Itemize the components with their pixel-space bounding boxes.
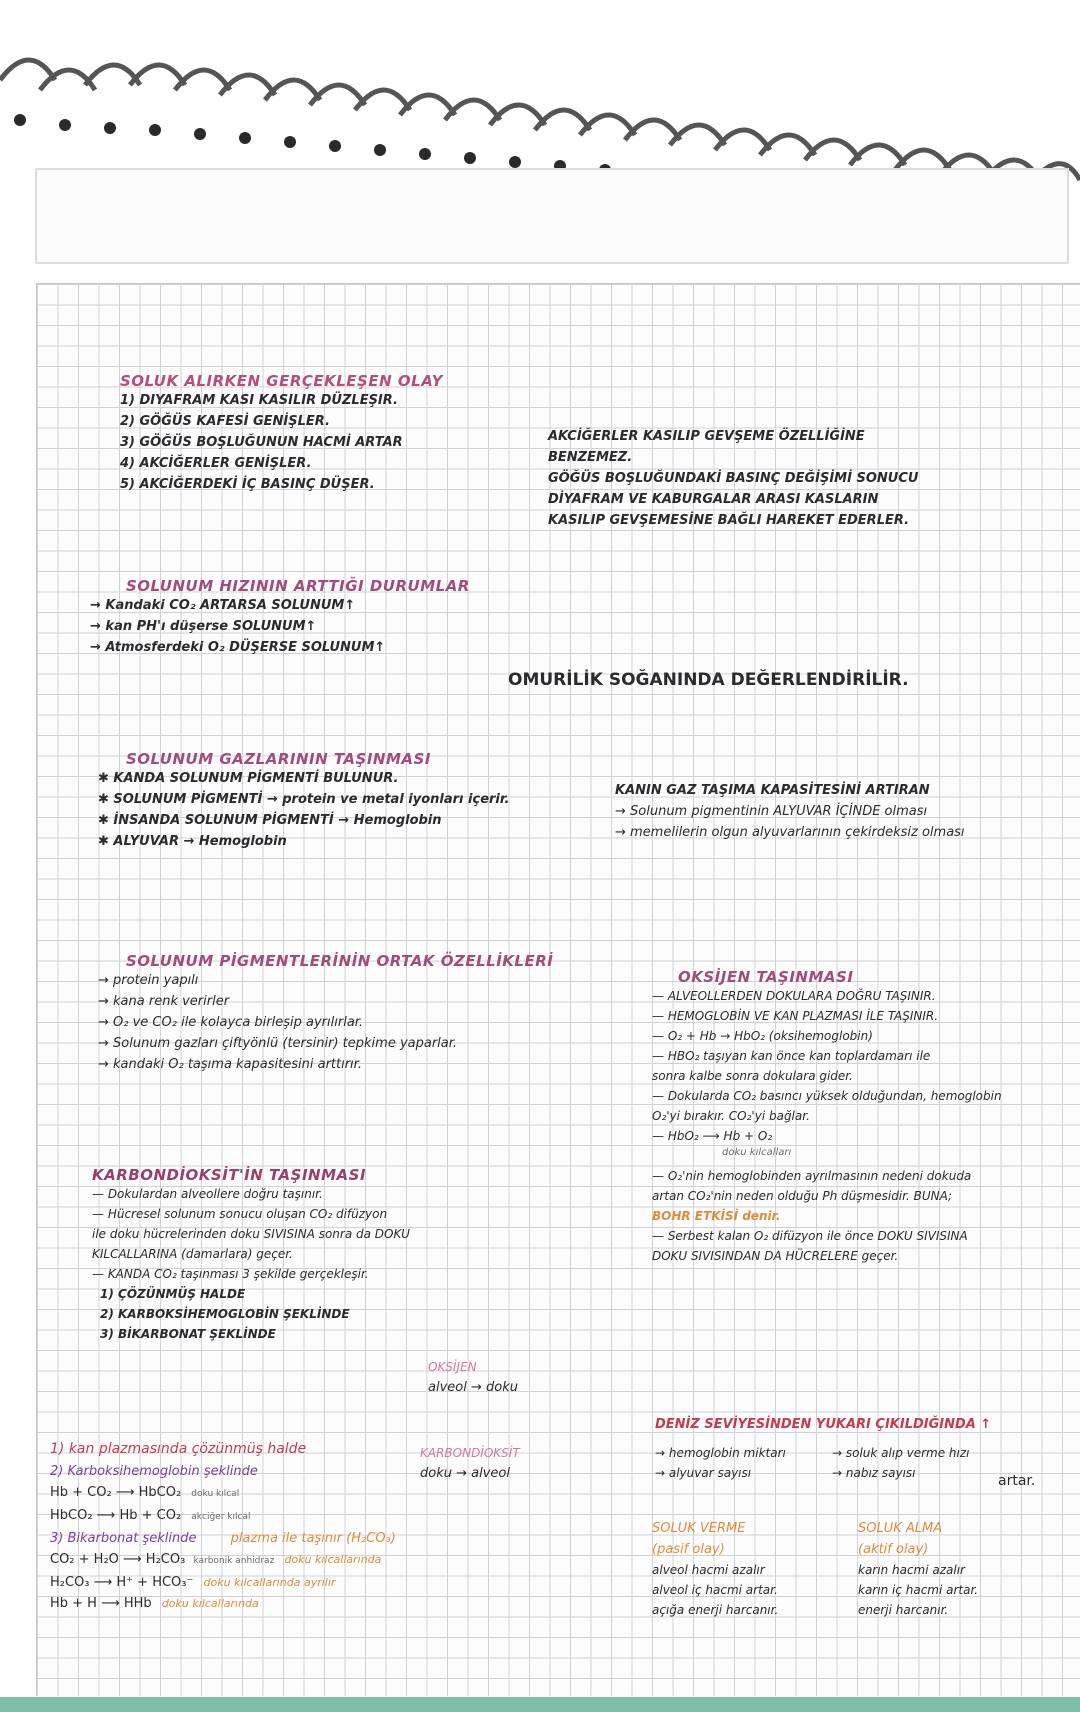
transport-section	[98, 750, 509, 852]
inhale-step: 2) GÖĞÜS KAFESİ GENİŞLER.	[120, 414, 330, 429]
exhale-item: alveol hacmi azalır	[652, 1563, 765, 1577]
oxygen-item: — Dokularda CO₂ basıncı yüksek olduğundan, hemoglobin	[652, 1089, 1002, 1103]
oxygen-item: O₂'yi bırakır. CO₂'yi bağlar.	[652, 1109, 810, 1123]
oxygen-item: sonra kalbe sonra dokulara gider.	[652, 1069, 853, 1083]
form-1: 1) kan plazmasında çözünmüş halde	[50, 1441, 307, 1457]
bottom-strip	[0, 1697, 1080, 1712]
medulla-note-text: OMURİLİK SOĞANINDA DEĞERLENDİRİLİR.	[508, 670, 909, 690]
altitude-result	[998, 1470, 1035, 1493]
lungs-note-line: AKCİĞERLER KASILIP GEVŞEME ÖZELLİĞİNE	[548, 429, 865, 444]
co2-path-value: doku → alveol	[420, 1466, 510, 1481]
rate-item: → Kandaki CO₂ ARTARSA SOLUNUM↑	[90, 598, 356, 613]
equation-carbonic-note: doku kılcallarında	[284, 1553, 382, 1566]
rate-section	[90, 577, 470, 658]
inhale-summary-title: SOLUK ALMA	[858, 1521, 943, 1536]
capacity-item: → Solunum pigmentinin ALYUVAR İÇİNDE olması	[615, 804, 928, 819]
bohr-effect: BOHR ETKİSİ denir.	[652, 1209, 781, 1223]
equation-carbonic-label: karbonik anhidraz	[193, 1556, 275, 1566]
pigments-title: SOLUNUM PİGMENTLERİNİN ORTAK ÖZELLİKLERİ	[126, 952, 554, 970]
co2-item: — Hücresel solunum sonucu oluşan CO₂ difüzyon	[92, 1207, 388, 1221]
rate-title: SOLUNUM HIZININ ARTTIĞI DURUMLAR	[126, 577, 470, 595]
oxygen-item: — HEMOGLOBİN VE KAN PLAZMASI İLE TAŞINIR.	[652, 1009, 939, 1023]
inhale-summary-item: karın iç hacmi artar.	[858, 1583, 979, 1597]
altitude-title: DENİZ SEVİYESİNDEN YUKARI ÇIKILDIĞINDA ↑	[655, 1417, 992, 1432]
oxygen-item: — ALVEOLLERDEN DOKULARA DOĞRU TAŞINIR.	[652, 989, 936, 1003]
equation-hbco2-reverse: HbCO₂ ⟶ Hb + CO₂	[50, 1508, 182, 1523]
oxygen-title: OKSİJEN TAŞINMASI	[678, 968, 854, 986]
inhale-summary-type: (aktif olay)	[858, 1542, 929, 1557]
co2-path	[420, 1443, 520, 1484]
co2-title: KARBONDİOKSİT'İN TAŞINMASI	[92, 1166, 367, 1184]
altitude-result-text: artar.	[998, 1473, 1036, 1489]
co2-forms	[50, 1438, 396, 1614]
transport-title: SOLUNUM GAZLARININ TAŞINMASI	[126, 750, 431, 768]
inhale-summary-item: enerji harcanır.	[858, 1603, 949, 1617]
oxygen-item: artan CO₂'nin neden olduğu Ph düşmesidir. BUNA;	[652, 1189, 953, 1203]
capacity-title: KANIN GAZ TAŞIMA KAPASİTESİNİ ARTIRAN	[615, 783, 930, 798]
inhale-step: 4) AKCİĞERLER GENİŞLER.	[120, 456, 312, 471]
pigments-section	[98, 952, 553, 1075]
form-3: 3) Bikarbonat şeklinde	[50, 1531, 197, 1546]
altitude-right	[832, 1443, 970, 1483]
pigments-item: → O₂ ve CO₂ ile kolayca birleşip ayrılırlar.	[98, 1015, 364, 1030]
capacity-item: → memelilerin olgun alyuvarlarının çekirdeksiz olması	[615, 825, 965, 840]
exhale-item: alveol iç hacmi artar.	[652, 1583, 778, 1597]
altitude-left	[655, 1443, 786, 1483]
equation-dissociation: H₂CO₃ ⟶ H⁺ + HCO₃⁻	[50, 1575, 194, 1590]
equation-hhb: Hb + H ⟶ HHb	[50, 1596, 152, 1611]
co2-item: ile doku hücrelerinden doku SIVISINA sonra da DOKU	[92, 1227, 410, 1241]
notebook-header-box	[35, 168, 1069, 264]
form-2: 2) Karboksihemoglobin şeklinde	[50, 1464, 258, 1479]
equation-hbco2-reverse-label: akciğer kılcal	[191, 1512, 251, 1522]
altitude-item: → hemoglobin miktarı	[655, 1446, 786, 1460]
co2-item: 3) BİKARBONAT ŞEKLİNDE	[100, 1327, 276, 1341]
transport-item: ✱ KANDA SOLUNUM PİGMENTİ BULUNUR.	[98, 771, 399, 786]
oxygen-item: — HBO₂ taşıyan kan önce kan toplardamarı ile	[652, 1049, 931, 1063]
rate-item: → Atmosferdeki O₂ DÜŞERSE SOLUNUM↑	[90, 640, 386, 655]
exhale-section	[652, 1518, 778, 1620]
co2-item: 2) KARBOKSİHEMOGLOBİN ŞEKLİNDE	[100, 1307, 350, 1321]
equation-hbco2: Hb + CO₂ ⟶ HbCO₂	[50, 1485, 182, 1500]
exhale-type: (pasif olay)	[652, 1542, 725, 1557]
oxygen-item: DOKU SIVISINDAN DA HÜCRELERE geçer.	[652, 1249, 899, 1263]
altitude-item: → nabız sayısı	[832, 1466, 916, 1480]
oxygen-item: — HbO₂ ⟶ Hb + O₂	[652, 1129, 773, 1143]
lungs-note	[548, 426, 918, 531]
lungs-note-line: KASILIP GEVŞEMESİNE BAĞLI HAREKET EDERLER.	[548, 513, 910, 528]
altitude-section	[655, 1414, 991, 1435]
capacity-section	[615, 780, 965, 843]
transport-item: ✱ İNSANDA SOLUNUM PİGMENTİ → Hemoglobin	[98, 813, 442, 828]
form-3-note: plazma ile taşınır (H₂CO₃)	[230, 1531, 396, 1546]
altitude-item: → soluk alıp verme hızı	[832, 1446, 970, 1460]
inhale-step: 1) DIYAFRAM KASI KASILIR DÜZLEŞIR.	[120, 393, 398, 408]
equation-hbco2-label: doku kılcal	[191, 1489, 240, 1499]
oxygen-item: — O₂'nin hemoglobinden ayrılmasının nedeni dokuda	[652, 1169, 972, 1183]
exhale-title: SOLUK VERME	[652, 1521, 746, 1536]
inhale-summary-item: karın hacmi azalır	[858, 1563, 965, 1577]
altitude-item: → alyuvar sayısı	[655, 1466, 752, 1480]
oxygen-path-label: OKSİJEN	[428, 1360, 477, 1374]
pigments-item: → Solunum gazları çiftyönlü (tersinir) tepkime yaparlar.	[98, 1036, 458, 1051]
inhale-section	[120, 372, 443, 495]
lungs-note-line: GÖĞÜS BOŞLUĞUNDAKİ BASINÇ DEĞİŞİMİ SONUCU	[548, 471, 919, 486]
oxygen-item: — Serbest kalan O₂ difüzyon ile önce DOKU SIVISINA	[652, 1229, 968, 1243]
pigments-item: → protein yapılı	[98, 973, 199, 988]
oxygen-item: doku kılcalları	[722, 1147, 792, 1158]
equation-dissociation-note: doku kılcallarında ayrılır	[203, 1576, 336, 1589]
pigments-item: → kana renk verirler	[98, 994, 230, 1009]
inhale-step: 5) AKCİĞERDEKİ İÇ BASINÇ DÜŞER.	[120, 477, 375, 492]
co2-item: 1) ÇÖZÜNMÜŞ HALDE	[100, 1287, 246, 1301]
oxygen-section	[652, 968, 1002, 1266]
co2-path-label: KARBONDİOKSİT	[420, 1446, 520, 1460]
rate-item: → kan PH'ı düşerse SOLUNUM↑	[90, 619, 317, 634]
exhale-item: açığa enerji harcanır.	[652, 1603, 779, 1617]
oxygen-path	[428, 1357, 518, 1398]
transport-item: ✱ SOLUNUM PİGMENTİ → protein ve metal iyonları içerir.	[98, 792, 510, 807]
co2-item: — KANDA CO₂ taşınması 3 şekilde gerçekleşir.	[92, 1267, 369, 1281]
transport-item: ✱ ALYUVAR → Hemoglobin	[98, 834, 287, 849]
inhale-step: 3) GÖĞÜS BOŞLUĞUNUN HACMİ ARTAR	[120, 435, 403, 450]
inhale-title: SOLUK ALIRKEN GERÇEKLEŞEN OLAY	[120, 372, 443, 390]
oxygen-path-value: alveol → doku	[428, 1380, 518, 1395]
equation-hhb-note: doku kılcallarında	[161, 1597, 259, 1610]
inhale-summary	[858, 1518, 978, 1620]
lungs-note-line: BENZEMEZ.	[548, 450, 633, 465]
pigments-item: → kandaki O₂ taşıma kapasitesini arttırır.	[98, 1057, 362, 1072]
equation-carbonic: CO₂ + H₂O ⟶ H₂CO₃	[50, 1552, 186, 1567]
oxygen-item: — O₂ + Hb → HbO₂ (oksihemoglobin)	[652, 1029, 873, 1043]
co2-item: KILCALLARINA (damarlara) geçer.	[92, 1247, 293, 1261]
co2-section	[92, 1166, 410, 1344]
medulla-note	[508, 670, 909, 690]
co2-item: — Dokulardan alveollere doğru taşınır.	[92, 1187, 323, 1201]
lungs-note-line: DİYAFRAM VE KABURGALAR ARASI KASLARIN	[548, 492, 879, 507]
